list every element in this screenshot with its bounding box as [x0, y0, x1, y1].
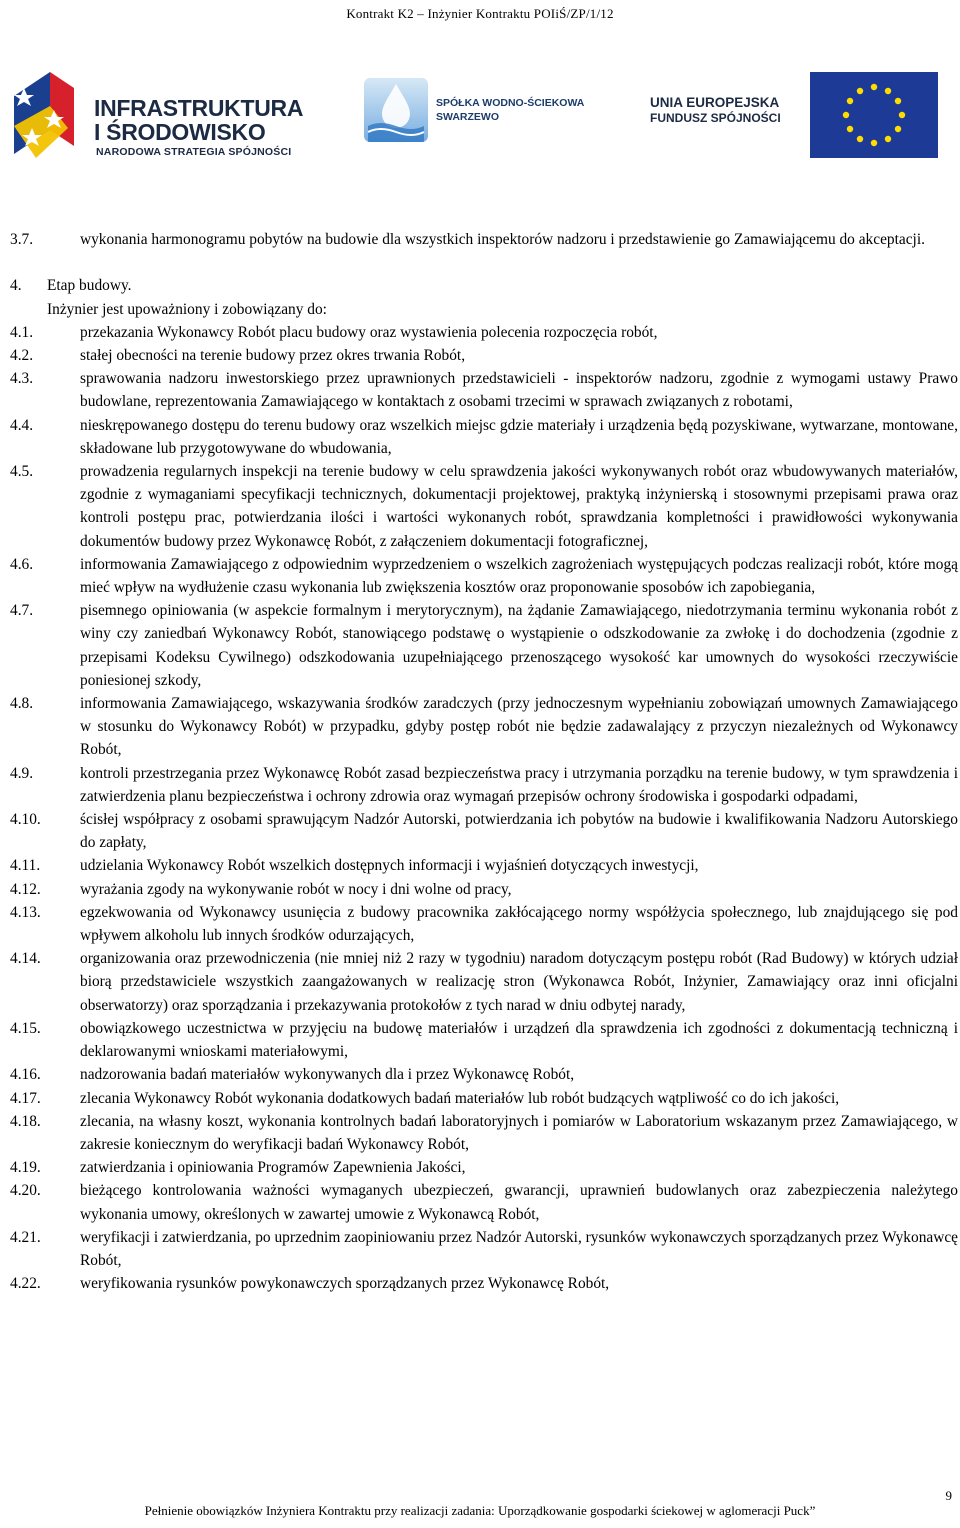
document-body — [10, 228, 958, 1295]
item-text: egzekwowania od Wykonawcy usunięcia z budowy pracownika zakłócającego normy współżycia społecznego, lub znajdującego się pod wpływem alkoholu lub innych środków odurzających, — [80, 903, 958, 945]
item-text: pisemnego opiniowania (w aspekcie formalnym i merytorycznym), na żądanie Zamawiającego, niedotrzymania terminu wykonania robót z winy czy zaniedbań Wykonawcy Robót, stanowiącego podstawę o wystąpienie o odszkodowanie za zwłokę i do dochodzenia (zgodnie z przepisami Kodeksu Cywilnego) odszkodowania uzupełniającego przenoszącego wysokość kar umownych do wysokości rzeczywiście poniesionej szkody, — [80, 602, 958, 689]
logo-left-line1: INFRASTRUKTURA — [94, 95, 304, 121]
list-item — [10, 808, 958, 854]
item-number: 4.8. — [10, 695, 34, 713]
unia-europejska-logo — [650, 72, 950, 164]
list-item — [10, 414, 958, 460]
list-item — [10, 321, 958, 344]
list-item — [10, 1156, 958, 1179]
item-number: 4.13. — [10, 903, 41, 921]
item-number: 4.21. — [10, 1228, 41, 1246]
item-text: informowania Zamawiającego, wskazywania środków zaradczych (przy jednoczesnym wypełnianiu zobowiązań umownych Zamawiającego w stosunku do Wykonawcy Robót) w przypadku, gdyby postęp robót nie będzie zadawalający z przyczyn niezależnych od Wykonawcy Robót, — [80, 695, 958, 759]
list-item — [10, 854, 958, 877]
section-heading — [10, 274, 958, 297]
item-number: 4.4. — [10, 416, 34, 434]
item-text: zlecania, na własny koszt, wykonania kontrolnych badań laboratoryjnych i pomiarów w Laboratorium wskazanym przez Zamawiającego, w zakresie koniecznym do weryfikacji badań Wykonawcy Robót, — [80, 1112, 958, 1153]
logo-left-line3: NARODOWA STRATEGIA SPÓJNOŚCI — [96, 146, 292, 158]
item-number: 4.11. — [10, 857, 41, 875]
list-item — [10, 692, 958, 762]
item-number: 4.12. — [10, 880, 41, 898]
water-drop-icon — [364, 78, 428, 142]
list-item — [10, 599, 958, 692]
list-item — [10, 1110, 958, 1156]
item-number: 4.19. — [10, 1159, 41, 1177]
item-text: nieskrępowanego dostępu do terenu budowy oraz wszelkich miejsc gdzie materiały i urządzenia będą pozyskiwane, wytwarzane, montowane, składowane lub przygotowywane do wbudowania, — [80, 416, 958, 457]
eu-flag-icon — [810, 72, 938, 158]
item-text: wykonania harmonogramu pobytów na budowie dla wszystkich inspektorów nadzoru i przedstawienie go Zamawiającemu do akceptacji. — [80, 231, 925, 248]
item-number: 3.7. — [10, 231, 34, 248]
item-text: wyrażania zgody na wykonywanie robót w nocy i dni wolne od pracy, — [80, 880, 512, 898]
item-text: organizowania oraz przewodniczenia (nie mniej niż 2 razy w tygodniu) naradom dotyczącym postępu robót (Rad Budowy) w których udział biorą przedstawiciele wszystkich zaangażowanych w realizację stron (Wykonawca Robót, Inżynier, Zamawiający oraz inni oficjalni obserwatorzy) oraz sporządzania i przekazywania protokołów z tych narad w dniu odbytej narady, — [80, 950, 958, 1014]
item-number: 4.5. — [10, 463, 34, 481]
item-number: 4.3. — [10, 370, 34, 388]
list-item — [10, 878, 958, 901]
item-text: obowiązkowego uczestnictwa w przyjęciu na budowę materiałów i urządzeń dla sprawdzenia ich zgodności z dokumentacją techniczną i deklarowanymi wnioskami materiałowymi, — [80, 1019, 958, 1061]
list-item — [10, 1017, 958, 1063]
item-text: zatwierdzania i opiniowania Programów Zapewnienia Jakości, — [80, 1159, 466, 1177]
item-number: 4.9. — [10, 764, 34, 782]
logo-mid-line2: SWARZEWO — [436, 111, 499, 123]
section-intro: Inżynier jest upoważniony i zobowiązany do: — [47, 300, 327, 318]
list-item — [10, 344, 958, 367]
item-text: nadzorowania badań materiałów wykonywanych dla i przez Wykonawcę Robót, — [80, 1066, 575, 1084]
item-text: kontroli przestrzegania przez Wykonawcę Robót zasad bezpieczeństwa pracy i utrzymania porządku na terenie budowy, w tym sprawdzenia i zatwierdzenia planu bezpieczeństwa i ochrony zdrowia oraz wymagań przepisów ochrony środowiska i gospodarki odpadami, — [80, 764, 958, 805]
spolka-wodno-sciekowa-logo — [364, 78, 624, 158]
logo-bar — [0, 58, 960, 168]
running-header: Kontrakt K2 – Inżynier Kontraktu POIiŚ/ZP/1/12 — [346, 6, 614, 21]
item-text: zlecania Wykonawcy Robót wykonania dodatkowych badań materiałów lub robót budzących wątpliwość co do ich jakości, — [80, 1089, 840, 1107]
list-item — [10, 1272, 958, 1295]
section-number: 4. — [10, 277, 22, 295]
item-number: 4.7. — [10, 602, 34, 620]
logo-right-line2: FUNDUSZ SPÓJNOŚCI — [650, 111, 781, 125]
logo-right-line1: UNIA EUROPEJSKA — [650, 95, 780, 110]
item-number: 4.20. — [10, 1182, 41, 1200]
logo-mid-line1: SPÓŁKA WODNO-ŚCIEKOWA — [436, 97, 585, 109]
item-number: 4.14. — [10, 950, 41, 968]
item-number: 4.22. — [10, 1275, 41, 1293]
item-text: bieżącego kontrolowania ważności wymaganych ubezpieczeń, gwarancji, uprawnień budowlanych oraz zabezpieczenia należytego wykonania umowy, określonych w zawartej umowie z Wykonawcą Robót, — [80, 1182, 958, 1223]
item-number: 4.1. — [10, 323, 34, 341]
list-item — [10, 460, 958, 553]
item-text: przekazania Wykonawcy Robót placu budowy oraz wystawienia polecenia rozpoczęcia robót, — [80, 323, 658, 341]
item-text: weryfikowania rysunków powykonawczych sporządzanych przez Wykonawcę Robót, — [80, 1275, 610, 1293]
list-item — [10, 1179, 958, 1225]
section-title: Etap budowy. — [47, 277, 132, 295]
item-number: 4.17. — [10, 1089, 41, 1107]
item-text: weryfikacji i zatwierdzania, po uprzednim zaopiniowaniu przez Nadzór Autorski, rysunków wykonawczych sporządzanych przez Wykonawcę Robót, — [80, 1228, 958, 1269]
logo-left-line2: I ŚRODOWISKO — [94, 119, 266, 145]
item-text: informowania Zamawiającego z odpowiednim wyprzedzeniem o wszelkich zagrożeniach występujących podczas realizacji robót, które mogą mieć wpływ na wydłużenie czasu wykonania lub zwiększenia kosztów oraz proponowanie sposobów ich zapobiegania, — [80, 555, 958, 597]
item-number: 4.2. — [10, 347, 34, 364]
list-item — [10, 367, 958, 413]
list-item — [10, 228, 958, 251]
footer-text: Pełnienie obowiązków Inżyniera Kontraktu przy realizacji zadania: Uporządkowanie gospodarki ściekowej w aglomeracji Puck” — [144, 1503, 816, 1518]
list-item — [10, 1226, 958, 1272]
list-item — [10, 1087, 958, 1110]
item-number: 4.18. — [10, 1112, 41, 1130]
list-item — [10, 1063, 958, 1086]
item-text: udzielania Wykonawcy Robót wszelkich dostępnych informacji i wyjaśnień dotyczących inwestycji, — [80, 857, 699, 875]
flag-stars-icon — [10, 66, 90, 166]
item-number: 4.16. — [10, 1066, 41, 1084]
item-number: 4.15. — [10, 1019, 41, 1037]
item-text: stałej obecności na terenie budowy przez okres trwania Robót, — [80, 347, 466, 364]
list-item — [10, 762, 958, 808]
item-list — [10, 321, 958, 1296]
infrastruktura-logo — [10, 66, 330, 166]
page-number: 9 — [945, 1488, 952, 1503]
item-number: 4.10. — [10, 811, 41, 829]
list-item — [10, 901, 958, 947]
item-number: 4.6. — [10, 555, 34, 573]
list-item — [10, 947, 958, 1017]
item-text: ścisłej współpracy z osobami sprawującym Nadzór Autorski, potwierdzania ich pobytów na budowie i kwalifikowania Nadzoru Autorskiego do zapłaty, — [80, 811, 958, 852]
list-item — [10, 553, 958, 599]
item-text: prowadzenia regularnych inspekcji na terenie budowy w celu sprawdzenia jakości wykonywanych robót oraz wbudowywanych materiałów, zgodnie z wymaganiami specyfikacji technicznych, dokumentacji projektowej, praktyką inżynierską i stosownymi przepisami prawa oraz kontroli postępu prac, potwierdzania ilości i wartości wykonanych robót, sprawdzania kompletności i prawidłowości wykonywania dokumentów budowy przez Wykonawcę Robót, z załączeniem dokumentacji fotograficznej, — [80, 463, 958, 550]
item-text: sprawowania nadzoru inwestorskiego przez uprawnionych przedstawicieli - inspektorów nadzoru, zgodnie z wymogami ustawy Prawo budowlane, reprezentowania Zamawiającego w kontaktach z osobami trzecimi w sprawach związanych z robotami, — [80, 370, 958, 411]
